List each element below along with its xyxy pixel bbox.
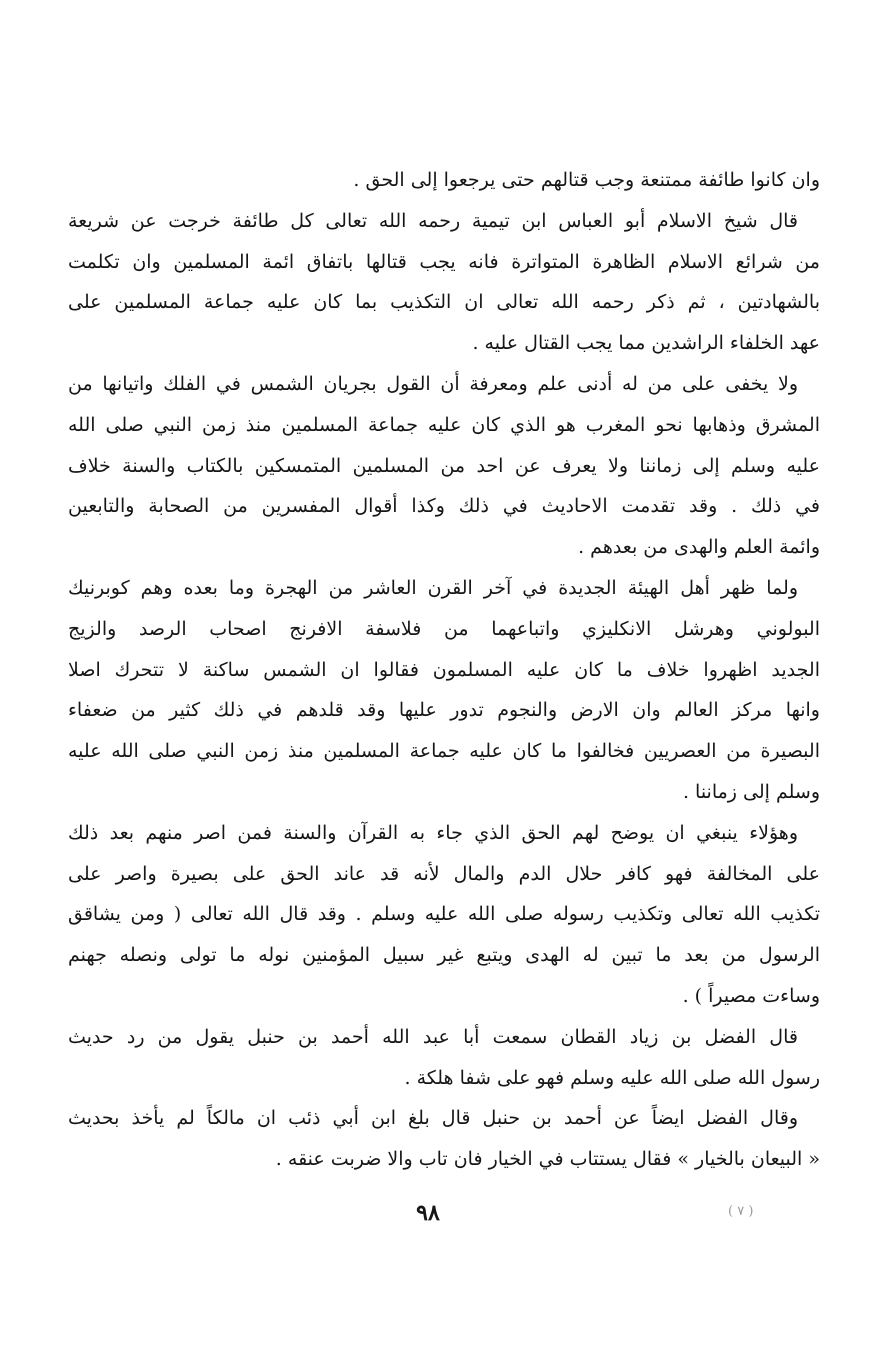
text-line: وهؤلاء ينبغي ان يوضح لهم الحق الذي جاء به القرآن والسنة فمن اصر منهم بعد ذلك xyxy=(68,821,798,844)
text-line: وقال الفضل ايضاً عن أحمد بن حنبل قال بلغ ابن أبي ذئب ان مالكاً لم يأخذ بحديث xyxy=(68,1107,798,1130)
text-line: تكذيب الله تعالى وتكذيب رسوله صلى الله عليه وسلم . وقد قال الله تعالى ( ومن يشاقق xyxy=(68,903,820,926)
text-line: وائمة العلم والهدى من بعدهم . xyxy=(578,536,820,559)
text-line: ولا يخفى على من له أدنى علم ومعرفة أن القول بجريان الشمس في الفلك واتيانها من xyxy=(68,372,798,395)
text-line: رسول الله صلى الله عليه وسلم فهو على شفا هلكة . xyxy=(404,1066,820,1089)
text-line: « البيعان بالخيار » فقال يستتاب في الخيار فان تاب والا ضربت عنقه . xyxy=(275,1148,820,1171)
text-line: على المخالفة فهو كافر حلال الدم والمال لأنه قد عاند الحق على بصيرة واصر على xyxy=(68,862,820,885)
text-line: البولوني وهرشل الانكليزي واتباعهما من فلاسفة الافرنج اصحاب الرصد والزيج xyxy=(68,617,820,640)
text-line: بالشهادتين ، ثم ذكر رحمه الله تعالى ان التكذيب بما كان عليه جماعة المسلمين على xyxy=(68,291,820,314)
page-number: ٩٨ xyxy=(416,1200,440,1226)
body-text xyxy=(68,160,820,1180)
text-line: من شرائع الاسلام الظاهرة المتواترة فانه يجب قتالها باتفاق ائمة المسلمين وان تكلمت xyxy=(68,250,820,273)
text-line: قال الفضل بن زياد القطان سمعت أبا عبد الله أحمد بن حنبل يقول من رد حديث xyxy=(68,1025,798,1048)
text-line: البصيرة من العصريين فخالفوا ما كان عليه جماعة المسلمين منذ زمن النبي صلى الله عليه xyxy=(68,740,820,763)
text-line: ولما ظهر أهل الهيئة الجديدة في آخر القرن العاشر من الهجرة وما بعده وهم كوبرنيك xyxy=(68,576,798,599)
text-line: قال شيخ الاسلام أبو العباس ابن تيمية رحمه الله تعالى كل طائفة خرجت عن شريعة xyxy=(68,209,798,232)
text-line: في ذلك . وقد تقدمت الاحاديث في ذلك وكذا أقوال المفسرين من الصحابة والتابعين xyxy=(68,495,820,518)
text-line: وانها مركز العالم وان الارض والنجوم تدور عليها وقد قلدهم في ذلك كثير من ضعفاء xyxy=(68,699,820,722)
text-line: المشرق وذهابها نحو المغرب هو الذي كان عليه جماعة المسلمين منذ زمن النبي صلى الله xyxy=(68,413,820,436)
text-line: الرسول من بعد ما تبين له الهدى ويتبع غير سبيل المؤمنين نوله ما تولى ونصله جهنم xyxy=(68,944,820,967)
text-line: الجديد اظهروا خلاف ما كان عليه المسلمون فقالوا ان الشمس ساكنة لا تتحرك اصلا xyxy=(68,658,820,681)
text-line: عليه وسلم إلى زماننا ولا يعرف عن احد من المسلمين المتمسكين بالكتاب والسنة خلاف xyxy=(68,454,820,477)
text-line: وساءت مصيراً ) . xyxy=(682,984,820,1007)
text-line: وسلم إلى زماننا . xyxy=(682,780,820,803)
text-line: وان كانوا طائفة ممتنعة وجب قتالهم حتى يرجعوا إلى الحق . xyxy=(353,169,820,191)
page-stamp: ( ٧ ) xyxy=(728,1204,754,1219)
text-line: عهد الخلفاء الراشدين مما يجب القتال عليه . xyxy=(472,332,820,355)
